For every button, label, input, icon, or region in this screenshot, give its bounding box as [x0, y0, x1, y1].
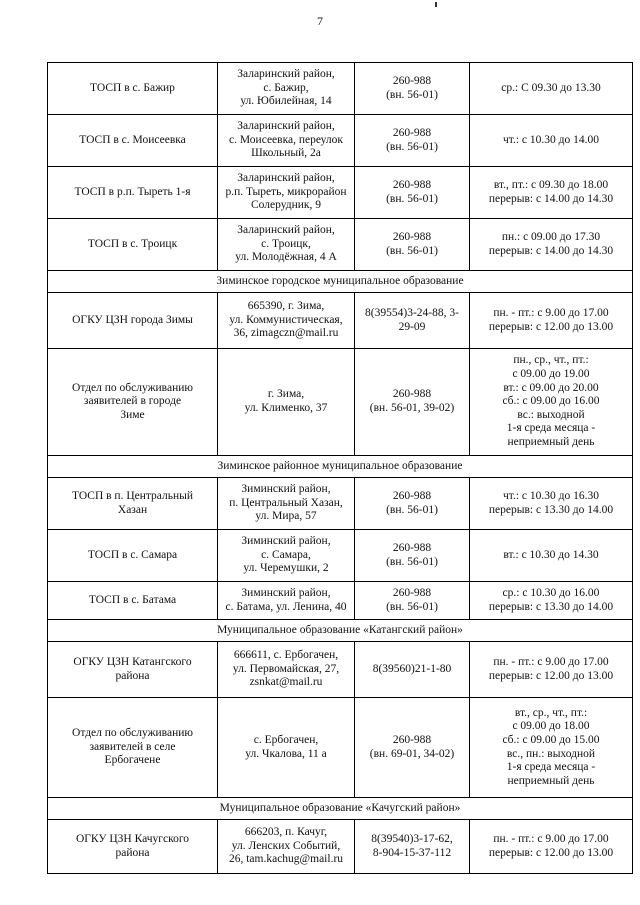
office-name: ТОСП в р.п. Тыреть 1-я [48, 167, 218, 219]
table-row [48, 63, 633, 115]
office-schedule: вт., пт.: с 09.30 до 18.00 перерыв: с 14.00 до 14.30 [470, 167, 633, 219]
office-schedule: пн. - пт.: с 9.00 до 17.00 перерыв: с 12.00 до 13.00 [470, 820, 633, 874]
office-phone: 8(39554)3-24-88, 3- 29-09 [355, 293, 470, 349]
office-address: 665390, г. Зима, ул. Коммунистическая, 36, zimagczn@mail.ru [218, 293, 355, 349]
office-address: Заларинский район, с. Троицк, ул. Молодёжная, 4 А [218, 219, 355, 271]
table-row [48, 582, 633, 620]
office-address: с. Ербогачен, ул. Чкалова, 11 а [218, 698, 355, 798]
office-phone: 260-988 (вн. 56-01) [355, 478, 470, 530]
table-row [48, 698, 633, 798]
office-address: Зиминский район, с. Самара, ул. Черемушки, 2 [218, 530, 355, 582]
section-row [48, 271, 633, 293]
office-phone: 260-988 (вн. 56-01, 39-02) [355, 349, 470, 456]
office-address: Зиминский район, п. Центральный Хазан, ул. Мира, 57 [218, 478, 355, 530]
office-name: ТОСП в с. Троицк [48, 219, 218, 271]
office-schedule: пн.: с 09.00 до 17.30 перерыв: с 14.00 до 14.30 [470, 219, 633, 271]
table-row [48, 478, 633, 530]
office-name: ТОСП в с. Самара [48, 530, 218, 582]
office-phone: 260-988 (вн. 69-01, 34-02) [355, 698, 470, 798]
office-address: г. Зима, ул. Клименко, 37 [218, 349, 355, 456]
office-name: Отдел по обслуживанию заявителей в селе Ербогачене [48, 698, 218, 798]
office-phone: 260-988 (вн. 56-01) [355, 219, 470, 271]
table-row [48, 642, 633, 698]
office-schedule: чт.: с 10.30 до 14.00 [470, 115, 633, 167]
office-phone: 8(39560)21-1-80 [355, 642, 470, 698]
office-name: ТОСП в с. Бажир [48, 63, 218, 115]
section-title: Муниципальное образование «Катангский район» [48, 620, 633, 642]
section-title: Муниципальное образование «Качугский район» [48, 798, 633, 820]
office-phone: 8(39540)3-17-62, 8-904-15-37-112 [355, 820, 470, 874]
office-phone: 260-988 (вн. 56-01) [355, 530, 470, 582]
office-address: Заларинский район, с. Бажир, ул. Юбилейная, 14 [218, 63, 355, 115]
office-address: 666203, п. Качуг, ул. Ленских Событий, 26, tam.kachug@mail.ru [218, 820, 355, 874]
section-title: Зиминское районное муниципальное образование [48, 456, 633, 478]
office-schedule: ср.: С 09.30 до 13.30 [470, 63, 633, 115]
table-row [48, 530, 633, 582]
office-schedule: пн. - пт.: с 9.00 до 17.00 перерыв: с 12.00 до 13.00 [470, 642, 633, 698]
office-address: Зиминский район, с. Батама, ул. Ленина, 40 [218, 582, 355, 620]
office-schedule: пн. - пт.: с 9.00 до 17.00 перерыв: с 12.00 до 13.00 [470, 293, 633, 349]
office-schedule: чт.: с 10.30 до 16.30 перерыв: с 13.30 до 14.00 [470, 478, 633, 530]
office-schedule: вт., ср., чт., пт.: с 09.00 до 18.00 сб.: с 09.00 до 15.00 вс., пн.: выходной 1-я среда месяца - неприемный день [470, 698, 633, 798]
offices-table [47, 62, 633, 874]
table-row [48, 115, 633, 167]
office-schedule: ср.: с 10.30 до 16.00 перерыв: с 13.30 до 14.00 [470, 582, 633, 620]
office-phone: 260-988 (вн. 56-01) [355, 582, 470, 620]
table-row [48, 219, 633, 271]
office-name: ОГКУ ЦЗН Катангского района [48, 642, 218, 698]
office-name: ТОСП в с. Батама [48, 582, 218, 620]
office-name: ОГКУ ЦЗН города Зимы [48, 293, 218, 349]
office-name: ТОСП в с. Моисеевка [48, 115, 218, 167]
office-name: ОГКУ ЦЗН Качугского района [48, 820, 218, 874]
office-address: Заларинский район, с. Моисеевка, переулок Школьный, 2а [218, 115, 355, 167]
office-address: 666611, с. Ербогачен, ул. Первомайская, 27, zsnkat@mail.ru [218, 642, 355, 698]
office-schedule: пн., ср., чт., пт.: с 09.00 до 19.00 вт.: с 09.00 до 20.00 сб.: с 09.00 до 16.00 вс.: выходной 1-я среда месяца - неприемный день [470, 349, 633, 456]
office-name: ТОСП в п. Центральный Хазан [48, 478, 218, 530]
table-row [48, 820, 633, 874]
office-phone: 260-988 (вн. 56-01) [355, 167, 470, 219]
office-phone: 260-988 (вн. 56-01) [355, 63, 470, 115]
stray-mark [435, 2, 437, 7]
section-row [48, 456, 633, 478]
office-schedule: вт.: с 10.30 до 14.30 [470, 530, 633, 582]
office-phone: 260-988 (вн. 56-01) [355, 115, 470, 167]
section-row [48, 620, 633, 642]
page-number: 7 [317, 14, 323, 28]
office-name: Отдел по обслуживанию заявителей в городе Зиме [48, 349, 218, 456]
table-row [48, 167, 633, 219]
office-address: Заларинский район, р.п. Тыреть, микрорайон Солерудник, 9 [218, 167, 355, 219]
section-title: Зиминское городское муниципальное образование [48, 271, 633, 293]
table-row [48, 349, 633, 456]
section-row [48, 798, 633, 820]
table-row [48, 293, 633, 349]
